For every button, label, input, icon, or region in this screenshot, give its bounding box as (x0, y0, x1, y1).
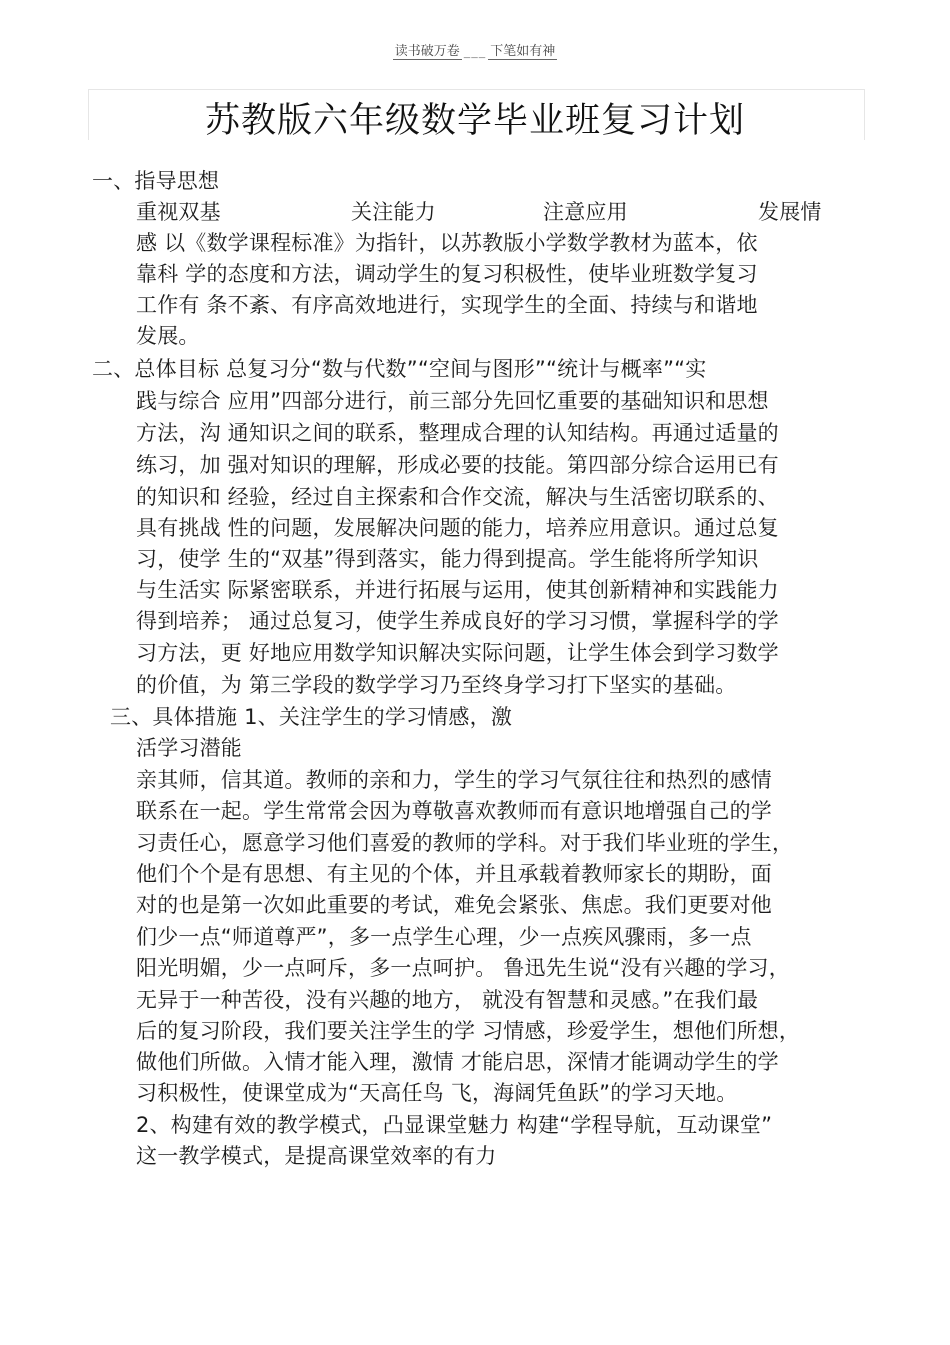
keyword: 重视双基 (136, 200, 221, 224)
paragraph-line: 得到培养； 通过总复习，使学生养成良好的学习习惯，掌握科学的学 (136, 609, 779, 633)
paragraph-line: 具有挑战 性的问题，发展解决问题的能力，培养应用意识。通过总复 (136, 516, 779, 540)
header-sep: ___ (463, 44, 487, 59)
paragraph-line: 阳光明媚，少一点呵斥，多一点呵护。 鲁迅先生说“没有兴趣的学习， (136, 956, 790, 980)
paragraph-line: 做他们所做。入情才能入理，激情 才能启思，深情才能调动学生的学 (136, 1050, 779, 1074)
paragraph-line: 与生活实 际紧密联系，并进行拓展与运用，使其创新精神和实践能力 (136, 578, 779, 602)
paragraph-line: 的知识和 经验，经过自主探索和合作交流，解决与生活密切联系的、 (136, 485, 779, 509)
paragraph-line: 靠科 学的态度和方法，调动学生的复习积极性，使毕业班数学复习 (136, 262, 758, 286)
paragraph-line: 习积极性，使课堂成为“天高任鸟 飞，海阔凭鱼跃”的学习天地。 (136, 1081, 738, 1105)
paragraph-line: 习方法，更 好地应用数学知识解决实际问题，让学生体会到学习数学 (136, 641, 779, 665)
section1-keywords (136, 197, 822, 227)
paragraph-line: 无异于一种苦役，没有兴趣的地方， 就没有智慧和灵感。”在我们最 (136, 988, 759, 1012)
paragraph-line: 他们个个是有思想、有主见的个体，并且承载着教师家长的期盼，面 (136, 862, 772, 886)
paragraph-line: 联系在一起。学生常常会因为尊敬喜欢教师而有意识地增强自己的学 (136, 799, 772, 823)
paragraph-line: 感 以《数学课程标准》为指针，以苏教版小学数学教材为蓝本，依 (136, 231, 758, 255)
header-left: 读书破万卷 (394, 44, 460, 59)
paragraph-line: 工作有 条不紊、有序高效地进行，实现学生的全面、持续与和谐地 (136, 293, 758, 317)
paragraph-line: 们少一点“师道尊严”，多一点学生心理，少一点疾风骤雨，多一点 (136, 925, 752, 949)
paragraph-line: 习，使学 生的“双基”得到落实，能力得到提高。学生能将所学知识 (136, 547, 759, 571)
paragraph-line: 后的复习阶段，我们要关注学生的学 习情感，珍爱学生，想他们所想， (136, 1019, 801, 1043)
paragraph-line: 对的也是第一次如此重要的考试，难免会紧张、焦虑。我们更要对他 (136, 893, 772, 917)
paragraph-line: 方法，沟 通知识之间的联系，整理成合理的认知结构。再通过适量的 (136, 421, 779, 445)
paragraph-line: 练习，加 强对知识的理解，形成必要的技能。第四部分综合运用已有 (136, 453, 779, 477)
document-title: 苏教版六年级数学毕业班复习计划 (204, 101, 745, 141)
paragraph-line: 亲其师，信其道。教师的亲和力，学生的学习气氛往往和热烈的感情 (136, 768, 772, 792)
paragraph-line: 活学习潜能 (136, 736, 242, 760)
page-header (0, 40, 950, 59)
keyword: 注意应用 (543, 200, 628, 224)
keyword: 发展情 (758, 200, 822, 224)
paragraph-line: 的价值，为 第三学段的数学学习乃至终身学习打下坚实的基础。 (136, 673, 737, 697)
paragraph-line: 2、构建有效的教学模式，凸显课堂魅力 构建“学程导航，互动课堂” (136, 1113, 773, 1137)
paragraph-line: 发展。 (136, 324, 200, 348)
paragraph-line: 践与综合 应用”四部分进行，前三部分先回忆重要的基础知识和思想 (136, 389, 769, 413)
section1-heading: 一、指导思想 (92, 169, 220, 193)
paragraph-line: 习责任心，愿意学习他们喜爱的教师的学科。对于我们毕业班的学生， (136, 831, 794, 855)
keyword: 关注能力 (351, 200, 436, 224)
header-right: 下笔如有神 (490, 44, 556, 59)
section2-heading: 二、总体目标 总复习分“数与代数”“空间与图形”“统计与概率”“实 (92, 357, 707, 381)
paragraph-line: 这一教学模式，是提高课堂效率的有力 (136, 1144, 497, 1168)
section3-heading: 三、具体措施 1、关注学生的学习情感，激 (110, 705, 513, 729)
